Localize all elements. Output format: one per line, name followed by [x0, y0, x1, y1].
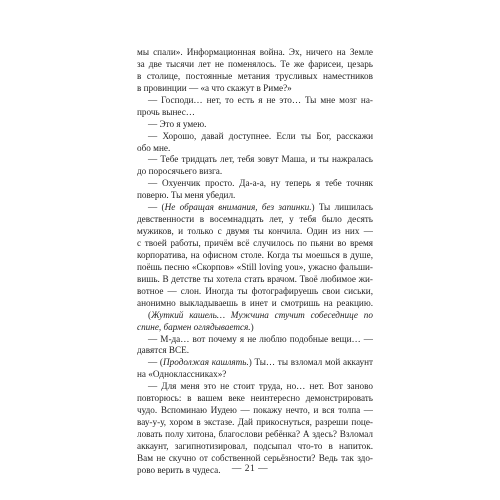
text-line: Вам не скучно от собственной серьёзности? Ведь так здо- — [137, 452, 373, 463]
text-line: прочь вынес… — [137, 106, 195, 117]
text-line: — (Продолжая кашлять.) Ты… ты взломал мой аккаунт — [148, 357, 374, 368]
text-line: в провинции — «а что скажут в Риме?» — [137, 82, 292, 93]
text-line: девственности в восемнадцать лет, у тебя было десять — [137, 214, 373, 225]
text-line: — Хорошо, давай доступнее. Если ты Бог, расскажи — [148, 130, 373, 141]
text-line: повторюсь: в вашем веке неинтересно демонстрировать — [137, 393, 373, 404]
text-line: поёшь песню «Скорпов» «Still loving you», ужасно фальши- — [137, 261, 373, 272]
text-line: до поросячьего визга. — [137, 166, 223, 177]
page-number: — 21 — — [231, 464, 269, 474]
text-line: вау-у-у, хором в экстазе. Дай прикоснуться, разреши поце- — [137, 417, 373, 428]
text-line: давятся ВСЕ. — [137, 345, 190, 356]
text-line: корпоратива, на офисном столе. Когда ты моешься в душе, — [137, 249, 373, 260]
text-line: — Для меня это не стоит труда, но… нет. Вот заново — [148, 381, 373, 392]
text-line: рово верить в чудеса. — [137, 464, 221, 475]
text-line: мы спали». Информационная война. Эх, ничего на Земле — [137, 47, 373, 57]
text-line: — Тебе тридцать лет, тебя зовут Маша, и ты нажралась — [148, 154, 373, 165]
text-line: за две тысячи лет не поменялось. Те же фарисеи, цезарь — [137, 58, 373, 69]
text-line: — (Не обращая внимания, без запинки.) Ты лишилась — [148, 202, 373, 213]
text-line: вотное — слон. Иногда ты фотографируешь свои сиськи, — [137, 285, 373, 296]
text-line: — Это я умею. — [148, 118, 207, 129]
text-line: на «Одноклассниках»? — [137, 369, 227, 380]
text-line: аккаунт, загипнотизировал, подсыпал что-то в напиток. — [137, 440, 373, 451]
text-line: — Охуенчик просто. Да-а-а, ну теперь я тебе точняк — [148, 178, 373, 189]
book-page-text — [137, 47, 373, 477]
text-line: анонимно выкладываешь в инет и смотришь на реакцию. — [137, 297, 373, 308]
text-line: спине, бармен оглядывается.) — [137, 321, 254, 332]
text-line: вишь. В детстве ты хотела стать врачом. Твоё любимое жи- — [137, 273, 373, 284]
text-line: (Жуткий кашель… Мужчина стучит собеседнице по — [148, 309, 373, 320]
text-line: с твоей работы, причём всё случилось по пьяни во время — [137, 238, 373, 248]
text-line: ловать полу хитона, благослови ребёнка? А здесь? Взломал — [137, 429, 373, 439]
text-line: — М-да… вот почему я не люблю подобные вещи… — — [148, 333, 373, 344]
text-line: в столице, постоянные метания трусливых наместников — [137, 70, 373, 81]
text-line: чудо. Вспоминаю Иудею — покажу нечто, и вся толпа — — [137, 405, 373, 416]
text-line: мужиков, и только с двумя ты кончила. Один из них — — [137, 226, 373, 237]
text-line: обо мне. — [137, 142, 171, 153]
text-line: поверю. Ты меня убедил. — [137, 190, 236, 201]
text-line: — Господи… нет, то есть я не это… Ты мне мозг на- — [148, 94, 373, 105]
